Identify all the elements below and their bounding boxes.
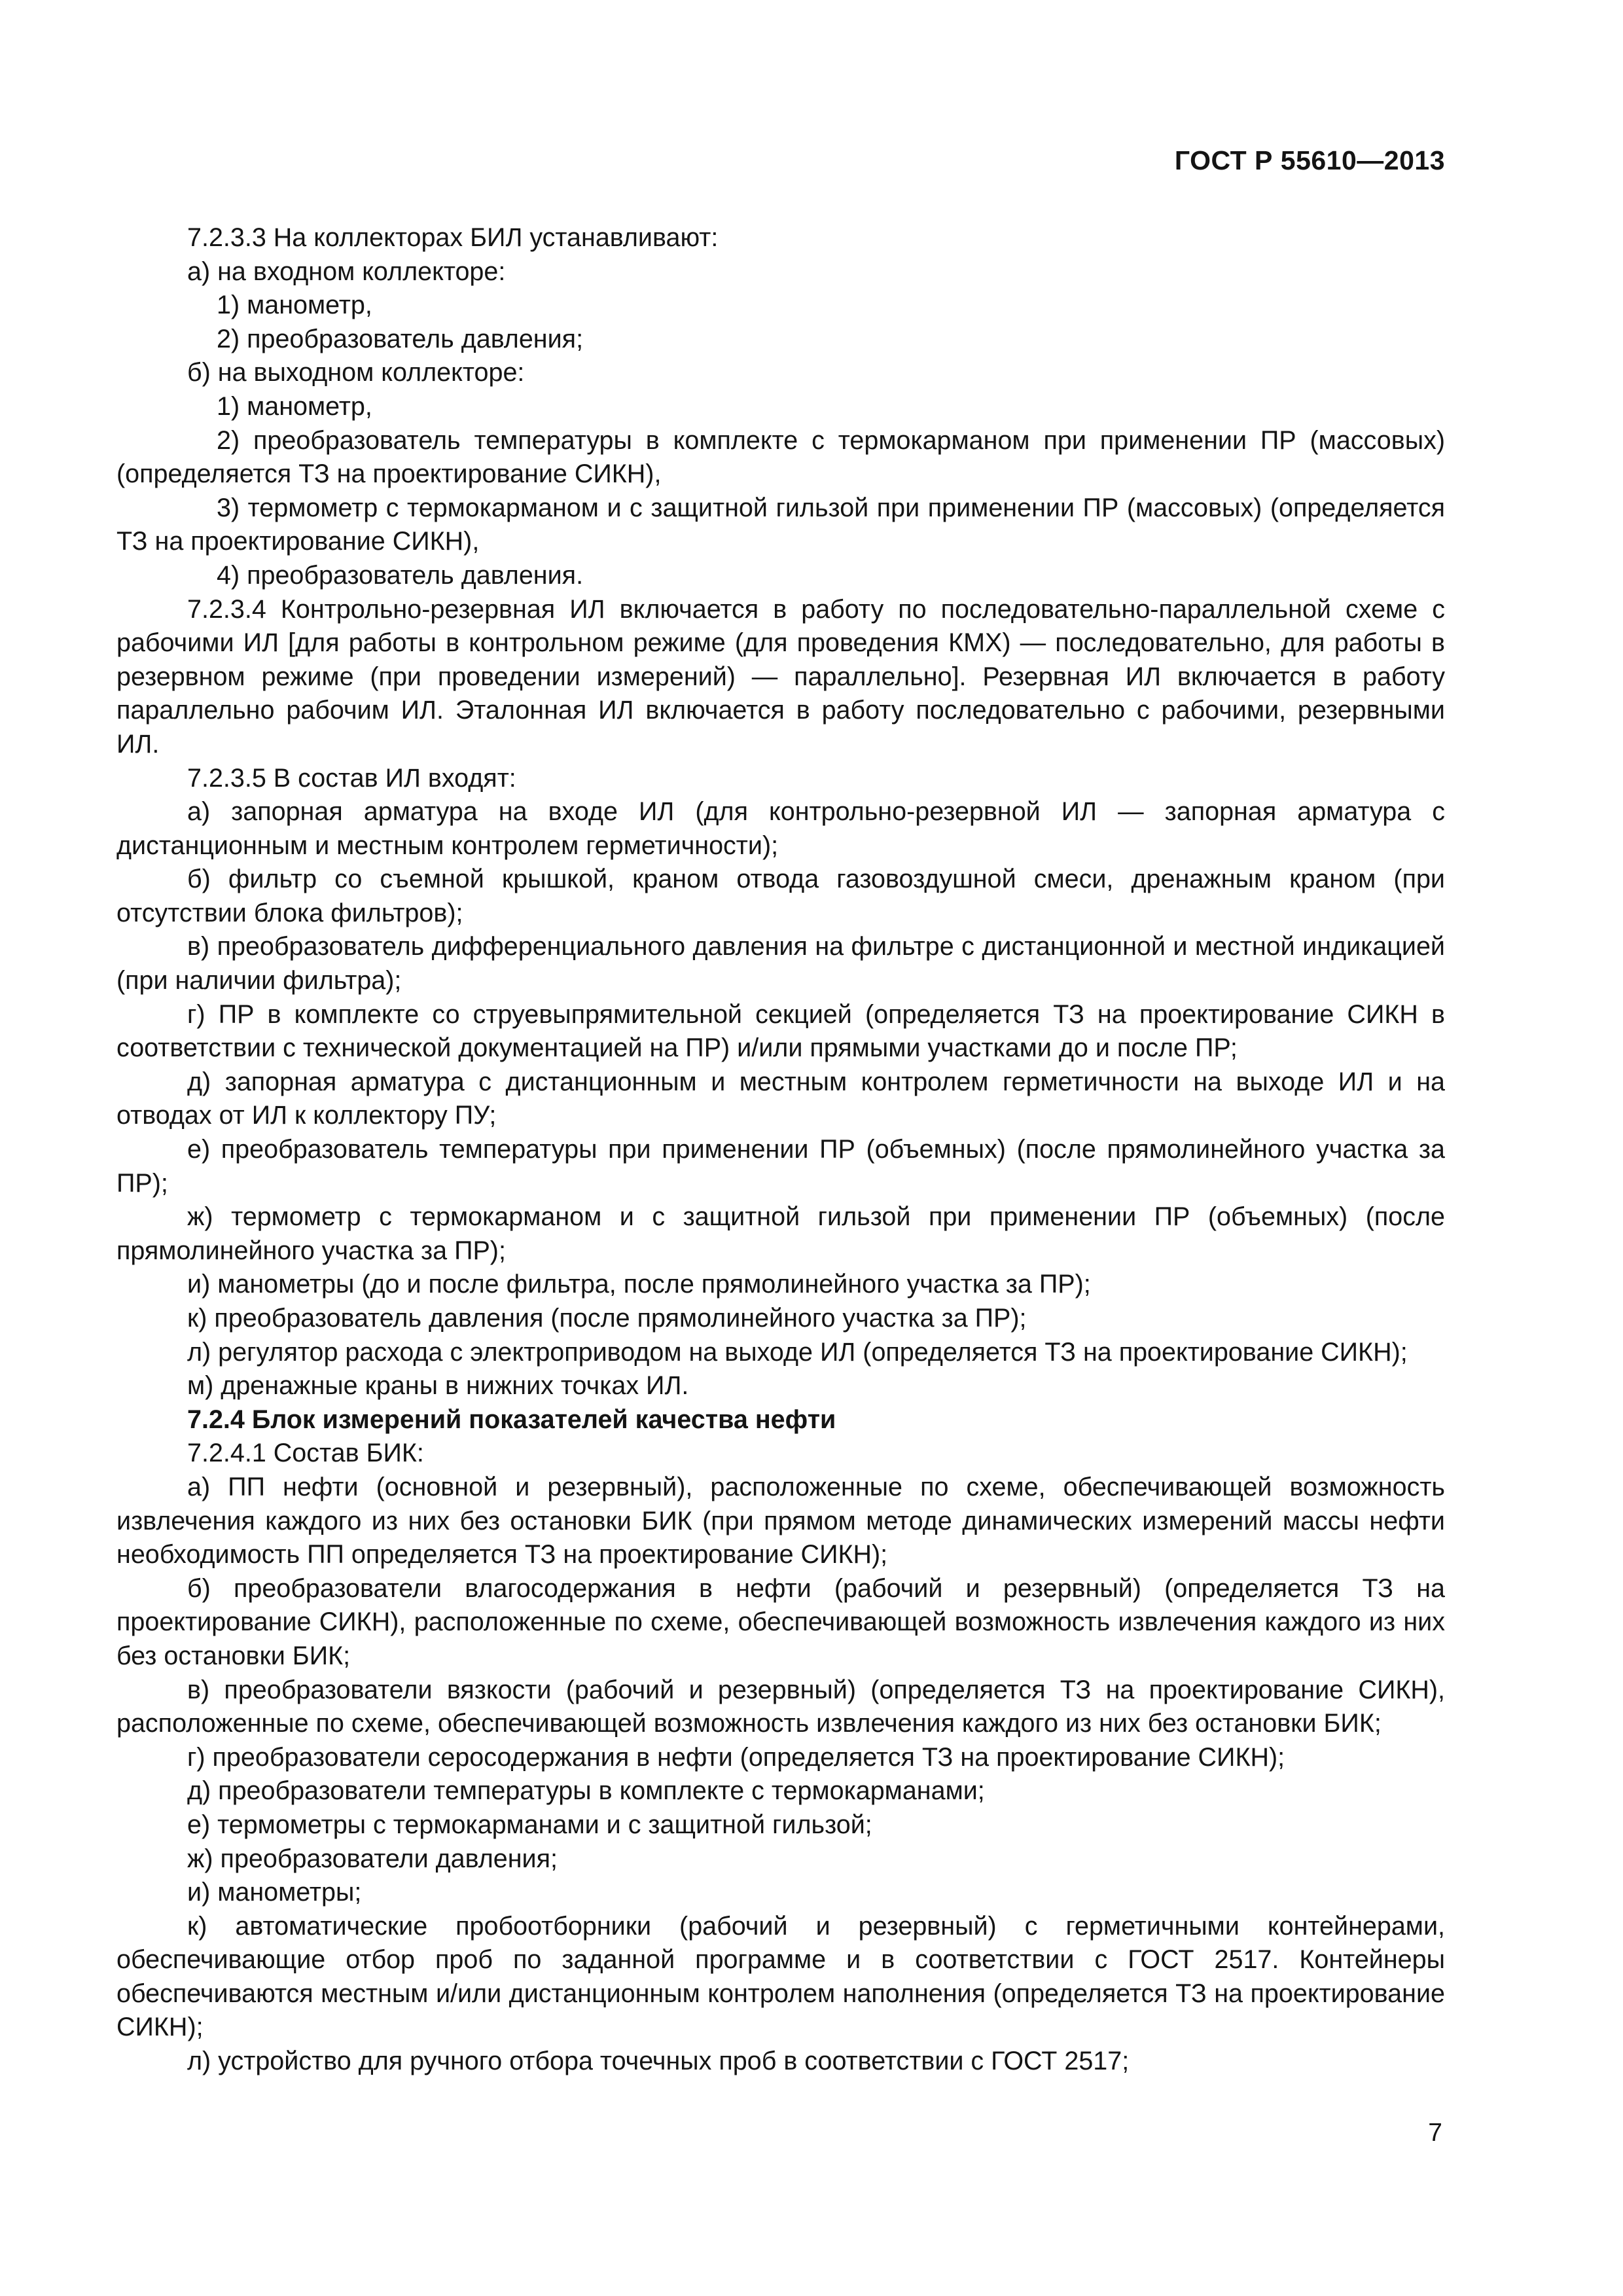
paragraph: и) манометры (до и после фильтра, после прямолинейного участка за ПР); [187,1270,1091,1299]
paragraph: 7.2.3.4 Контрольно-резервная ИЛ включается в работу по последовательно-параллельной схеме с рабочими ИЛ [для работы в контрольном режиме (для проведения КМХ) — последовательно, для работы в резервном режиме (при проведении измерений) — параллельно]. Резервная ИЛ включается в работу параллельно рабочим ИЛ. Эталонная ИЛ включается в работу последовательно с рабочими, резервными ИЛ. [116,594,1445,759]
paragraph: 3) термометр с термокарманом и с защитной гильзой при применении ПР (массовых) (определяется ТЗ на проектирование СИКН), [116,493,1445,556]
paragraph: д) запорная арматура с дистанционным и местным контролем герметичности на выходе ИЛ и на отводах от ИЛ к коллектору ПУ; [116,1067,1445,1130]
paragraph: 1) манометр, [217,391,372,421]
paragraph: е) преобразователь температуры при применении ПР (объемных) (после прямолинейного участка за ПР); [116,1135,1445,1198]
section-heading: 7.2.4 Блок измерений показателей качества нефти [187,1405,836,1434]
paragraph: в) преобразователь дифференциального давления на фильтре с дистанционной и местной индикацией (при наличии фильтра); [116,932,1445,996]
paragraph: б) на выходном коллекторе: [187,358,525,387]
paragraph: к) преобразователь давления (после прямолинейного участка за ПР); [187,1304,1027,1333]
document-header-id: ГОСТ Р 55610—2013 [1174,145,1445,175]
paragraph: к) автоматические пробоотборники (рабочий и резервный) с герметичными контейнерами, обеспечивающие отбор проб по заданной программе и в соответствии с ГОСТ 2517. Контейнеры обеспечиваются местным и/или дистанционным контролем наполнения (определяется ТЗ на проектирование СИКН); [116,1911,1445,2042]
paragraph: а) на входном коллекторе: [187,257,506,286]
paragraph: 2) преобразователь температуры в комплекте с термокарманом при применении ПР (массовых) (определяется ТЗ на проектирование СИКН), [116,425,1445,489]
paragraph: м) дренажные краны в нижних точках ИЛ. [187,1371,689,1401]
paragraph: д) преобразователи температуры в комплекте с термокарманами; [187,1776,985,1806]
paragraph: г) преобразователи серосодержания в нефти (определяется ТЗ на проектирование СИКН); [187,1742,1285,1772]
paragraph: 4) преобразователь давления. [217,560,584,590]
paragraph: л) устройство для ручного отбора точечных проб в соответствии с ГОСТ 2517; [187,2047,1130,2076]
paragraph: ж) преобразователи давления; [187,1844,558,1873]
paragraph: 7.2.3.3 На коллекторах БИЛ устанавливают: [187,223,719,252]
paragraph: 1) манометр, [217,291,372,320]
paragraph: и) манометры; [187,1878,362,1907]
document-body [116,221,1445,2079]
paragraph: л) регулятор расхода с электроприводом на выходе ИЛ (определяется ТЗ на проектирование СИКН); [187,1337,1408,1367]
paragraph: 7.2.4.1 Состав БИК: [187,1439,424,1468]
paragraph: г) ПР в комплекте со струевыпрямительной секцией (определяется ТЗ на проектирование СИКН в соответствии с технической документацией на ПР) и/или прямыми участками до и после ПР; [116,999,1445,1063]
page-number: 7 [1428,2119,1442,2147]
paragraph: б) фильтр со съемной крышкой, краном отвода газовоздушной смеси, дренажным краном (при отсутствии блока фильтров); [116,865,1445,927]
paragraph: б) преобразователи влагосодержания в нефти (рабочий и резервный) (определяется ТЗ на проектирование СИКН), расположенные по схеме, обеспечивающей возможность извлечения каждого из них без остановки БИК; [116,1573,1445,1670]
paragraph: 7.2.3.5 В состав ИЛ входят: [187,763,516,793]
paragraph: ж) термометр с термокарманом и с защитной гильзой при применении ПР (объемных) (после прямолинейного участка за ПР); [116,1202,1445,1265]
paragraph: 2) преобразователь давления; [217,324,584,353]
paragraph: а) ПП нефти (основной и резервный), расположенные по схеме, обеспечивающей возможность извлечения каждого из них без остановки БИК (при прямом методе динамических измерений массы нефти необходимость ПП определяется ТЗ на проектирование СИКН); [116,1472,1445,1570]
paragraph: в) преобразователи вязкости (рабочий и резервный) (определяется ТЗ на проектирование СИКН), расположенные по схеме, обеспечивающей возможность извлечения каждого из них без остановки БИК; [116,1675,1445,1738]
paragraph: е) термометры с термокарманами и с защитной гильзой; [187,1810,872,1839]
paragraph: а) запорная арматура на входе ИЛ (для контрольно-резервной ИЛ — запорная арматура с дистанционным и местным контролем герметичности); [116,797,1445,860]
